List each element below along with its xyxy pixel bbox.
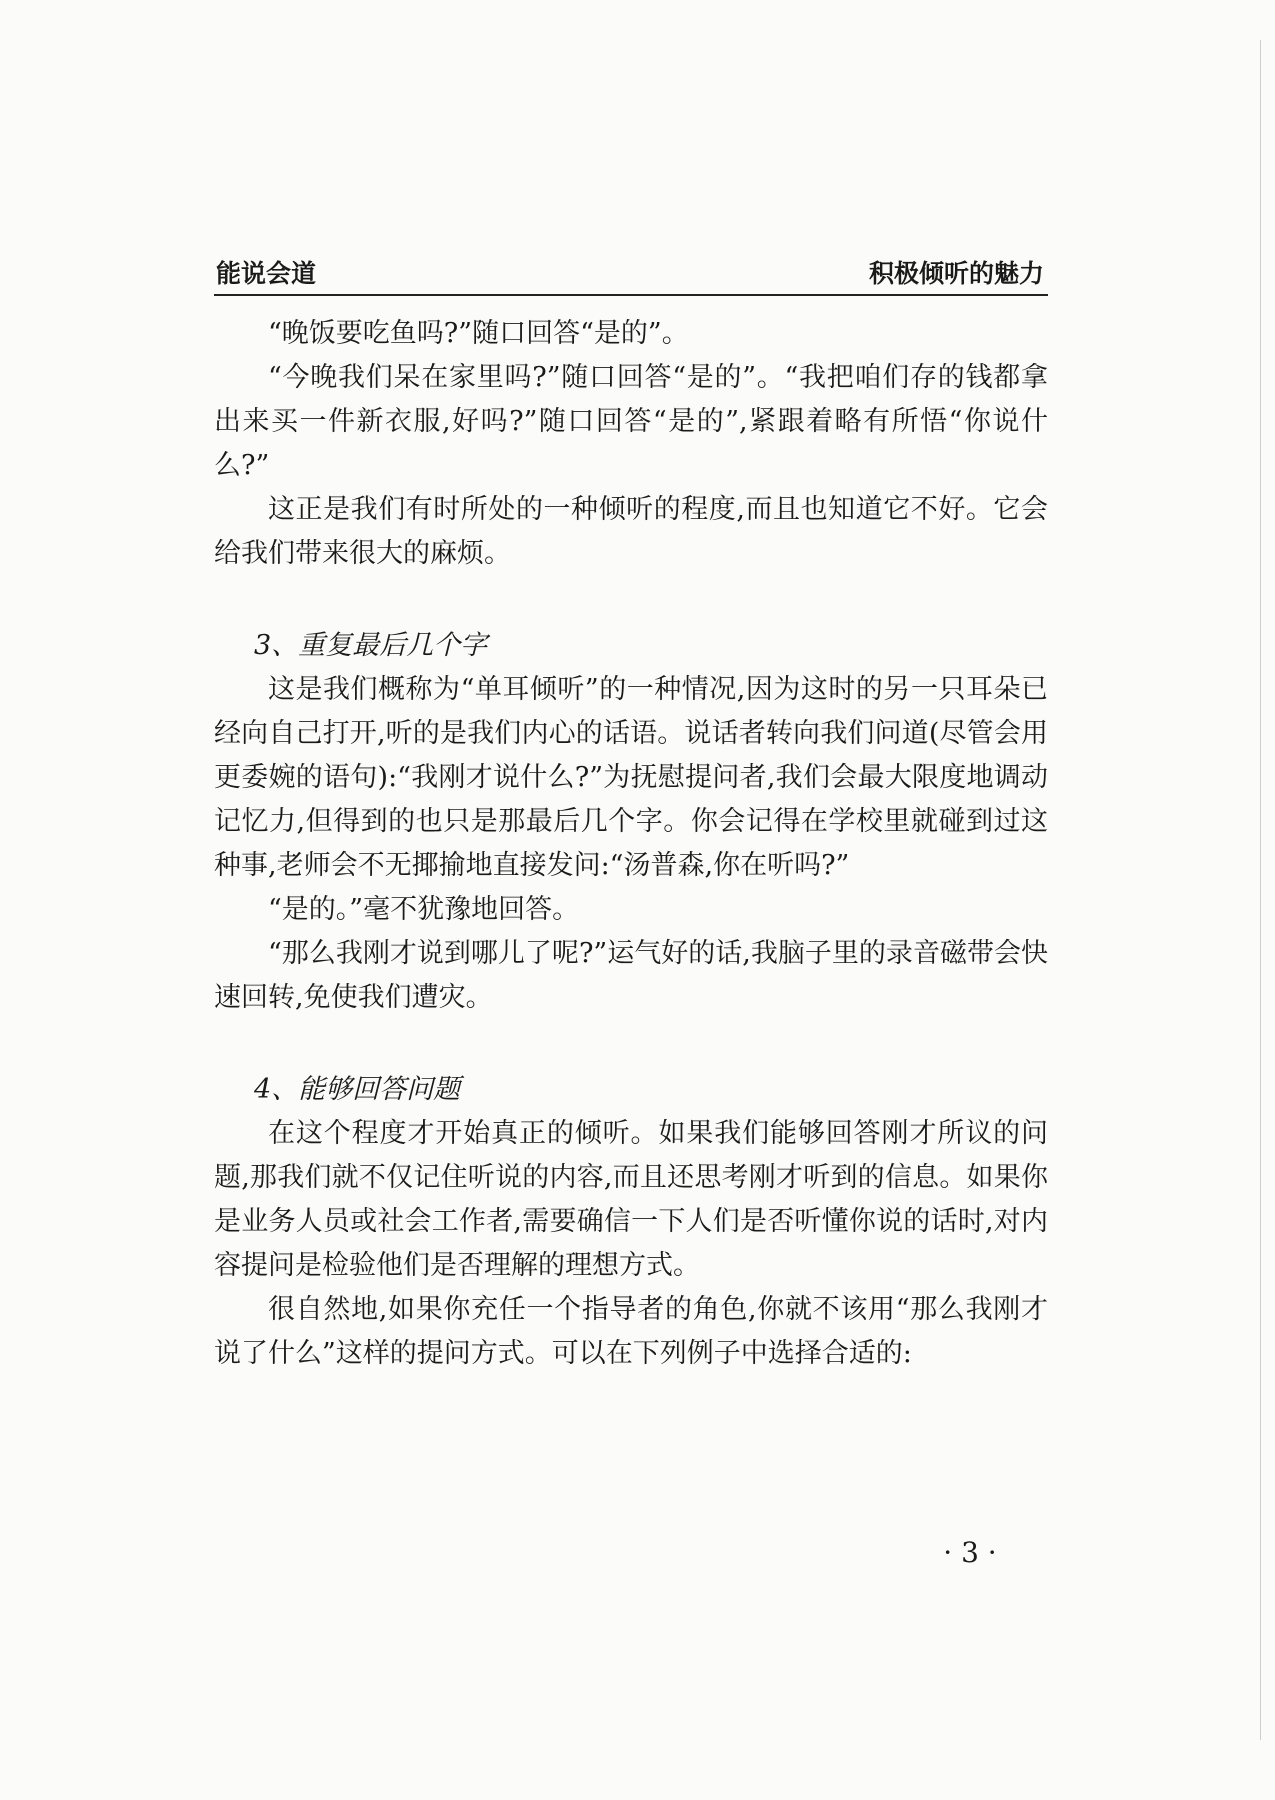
page-edge-line [1260, 40, 1261, 1740]
page-number: · 3 · [943, 1536, 997, 1569]
paragraph: “晚饭要吃鱼吗?”随口回答“是的”。 [268, 318, 689, 349]
section-heading-4: 4、能够回答问题 [254, 1074, 461, 1105]
running-header [214, 250, 1048, 296]
section-gap [214, 576, 1048, 624]
paragraph: 这正是我们有时所处的一种倾听的程度,而且也知道它不好。它会给我们带来很大的麻烦。 [214, 494, 1048, 569]
section-heading-3: 3、重复最后几个字 [254, 630, 488, 661]
book-title: 能说会道 [216, 259, 317, 288]
chapter-title: 积极倾听的魅力 [868, 259, 1044, 288]
section-gap [214, 1020, 1048, 1068]
paragraph: 这是我们概称为“单耳倾听”的一种情况,因为这时的另一只耳朵已经向自己打开,听的是我们内心的话语。说话者转向我们问道(尽管会用更委婉的语句):“我刚才说什么?”为抚慰提问者,我们会最大限度地调动记忆力,但得到的也只是那最后几个字。你会记得在学校里就碰到过这种事,老师会不无揶揄地直接发问:“汤普森,你在听吗?” [214, 674, 1048, 881]
paragraph: “那么我刚才说到哪儿了呢?”运气好的话,我脑子里的录音磁带会快速回转,免使我们遭灾。 [214, 938, 1048, 1013]
paragraph: 在这个程度才开始真正的倾听。如果我们能够回答刚才所议的问题,那我们就不仅记住听说的内容,而且还思考刚才听到的信息。如果你是业务人员或社会工作者,需要确信一下人们是否听懂你说的话时,对内容提问是检验他们是否理解的理想方式。 [214, 1118, 1048, 1281]
paragraph: 很自然地,如果你充任一个指导者的角色,你就不该用“那么我刚才说了什么”这样的提问方式。可以在下列例子中选择合适的: [214, 1294, 1048, 1369]
paragraph: “是的。”毫不犹豫地回答。 [268, 894, 580, 925]
paragraph: “今晚我们呆在家里吗?”随口回答“是的”。“我把咱们存的钱都拿出来买一件新衣服,好吗?”随口回答“是的”,紧跟着略有所悟“你说什么?” [214, 362, 1048, 481]
page-body [214, 312, 1048, 1376]
